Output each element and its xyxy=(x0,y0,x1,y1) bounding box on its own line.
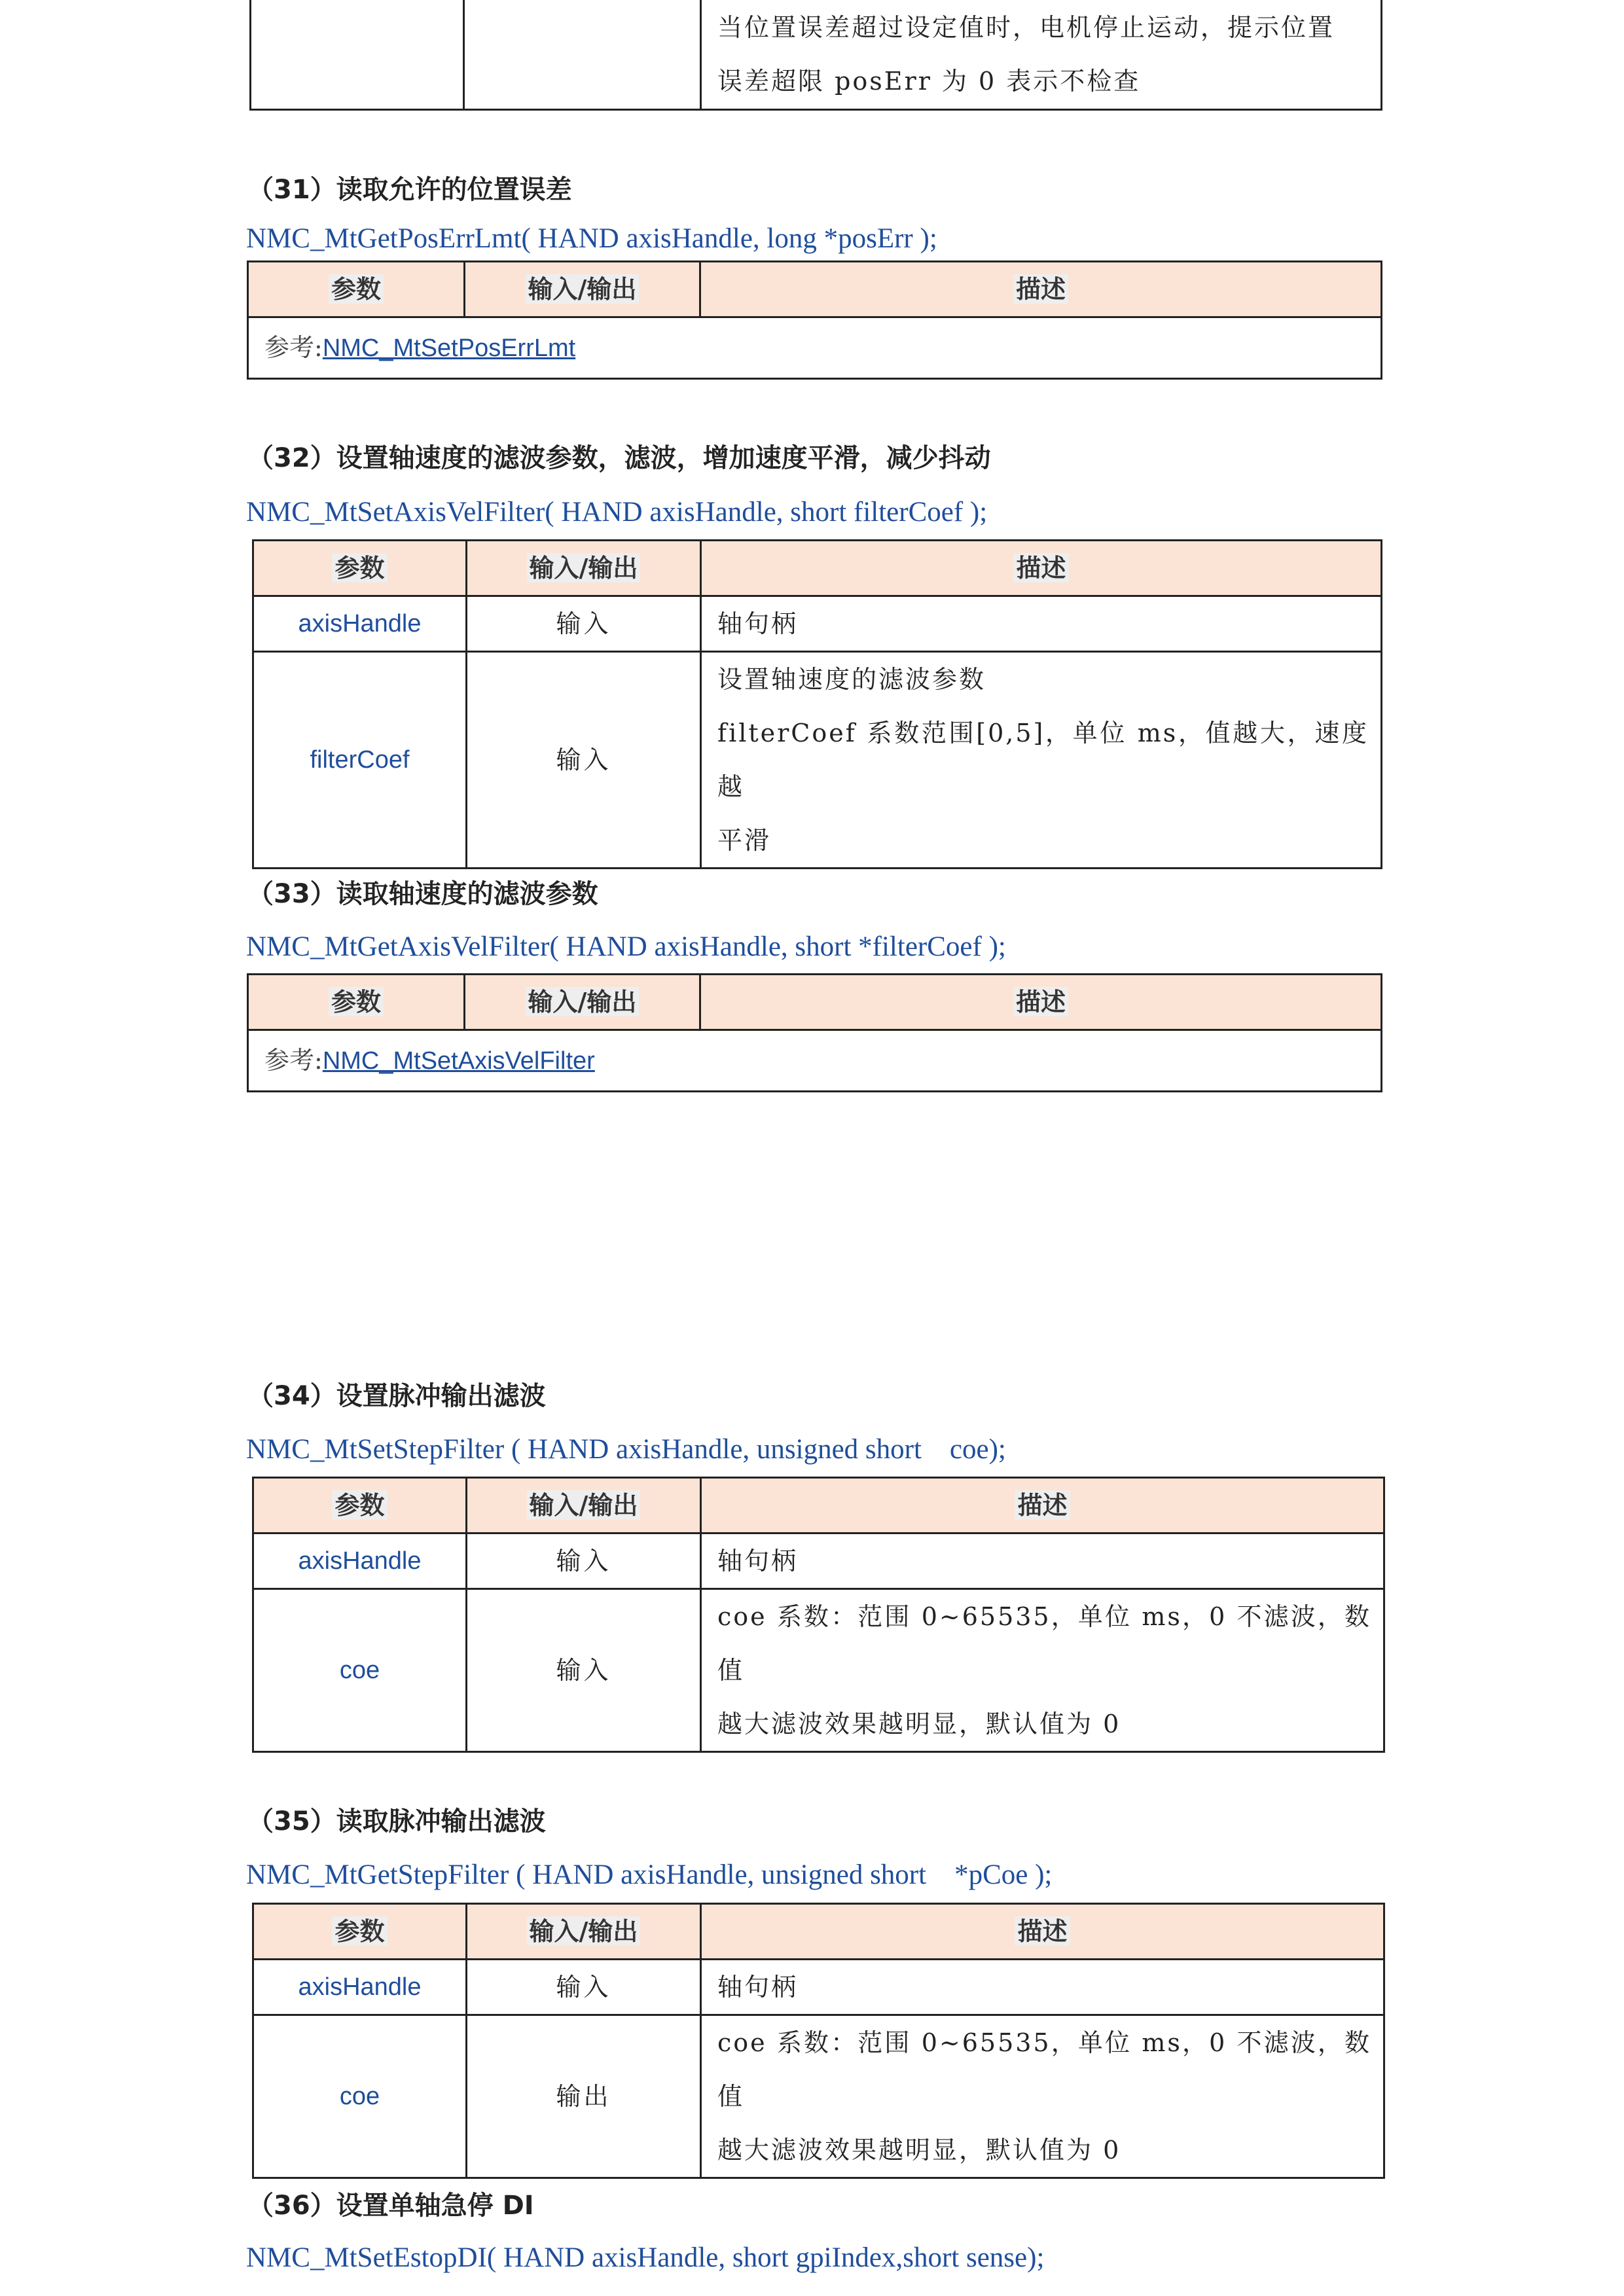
table-cell-desc xyxy=(701,0,1382,110)
header-io: 输入/输出 xyxy=(467,541,701,596)
section-heading: （35）读取脉冲输出滤波 xyxy=(247,1806,546,1837)
header-param: 参数 xyxy=(253,541,467,596)
param-desc xyxy=(701,1589,1384,1752)
reference-row xyxy=(248,317,1382,379)
param-name: axisHandle xyxy=(253,1534,467,1589)
param-io: 输入 xyxy=(467,1534,701,1589)
desc-line: 误差超限 posErr 为 0 表示不检查 xyxy=(717,66,1141,96)
top-fragment-table xyxy=(249,0,1382,111)
header-param: 参数 xyxy=(248,262,465,317)
param-table xyxy=(252,1477,1385,1753)
param-io: 输入 xyxy=(467,1589,701,1752)
desc-line: 当位置误差超过设定值时，电机停止运动，提示位置 xyxy=(717,12,1335,42)
param-table xyxy=(252,1903,1385,2179)
section-heading: （31）读取允许的位置误差 xyxy=(247,175,572,205)
param-desc xyxy=(701,652,1382,869)
param-table xyxy=(247,260,1382,380)
header-desc: 描述 xyxy=(700,975,1382,1030)
param-name: filterCoef xyxy=(253,652,467,869)
header-desc: 描述 xyxy=(701,1904,1384,1960)
desc-line: filterCoef 系数范围[0,5]，单位 ms，值越大，速度越 xyxy=(717,719,1369,801)
table-cell xyxy=(464,0,701,110)
param-name: axisHandle xyxy=(253,596,467,652)
reference-link[interactable]: NMC_MtSetPosErrLmt xyxy=(322,334,576,362)
section-heading: （34）设置脉冲输出滤波 xyxy=(247,1381,546,1411)
header-param: 参数 xyxy=(253,1478,467,1534)
param-table xyxy=(247,973,1382,1092)
header-desc: 描述 xyxy=(700,262,1382,317)
param-io: 输出 xyxy=(467,2015,701,2178)
param-io: 输入 xyxy=(467,652,701,869)
param-name: coe xyxy=(253,1589,467,1752)
param-desc: 轴句柄 xyxy=(701,1534,1384,1589)
header-param: 参数 xyxy=(253,1904,467,1960)
param-desc: 轴句柄 xyxy=(701,596,1382,652)
header-io: 输入/输出 xyxy=(467,1478,701,1534)
header-desc: 描述 xyxy=(701,541,1382,596)
function-signature: NMC_MtGetPosErrLmt( HAND axisHandle, long *posErr ); xyxy=(246,223,937,254)
function-signature: NMC_MtGetStepFilter ( HAND axisHandle, unsigned short *pCoe ); xyxy=(246,1859,1053,1890)
reference-prefix: 参考: xyxy=(264,333,323,362)
section-heading: （33）读取轴速度的滤波参数 xyxy=(247,879,598,909)
param-name: axisHandle xyxy=(253,1960,467,2015)
reference-link[interactable]: NMC_MtSetAxisVelFilter xyxy=(322,1047,595,1075)
function-signature: NMC_MtSetStepFilter ( HAND axisHandle, unsigned short coe); xyxy=(246,1434,1006,1465)
function-signature: NMC_MtGetAxisVelFilter( HAND axisHandle, short *filterCoef ); xyxy=(246,931,1006,962)
param-name: coe xyxy=(253,2015,467,2178)
desc-line: 越大滤波效果越明显，默认值为 0 xyxy=(717,2136,1121,2164)
param-io: 输入 xyxy=(467,1960,701,2015)
desc-line: 设置轴速度的滤波参数 xyxy=(717,665,986,694)
param-desc xyxy=(701,2015,1384,2178)
reference-prefix: 参考: xyxy=(264,1046,323,1075)
header-io: 输入/输出 xyxy=(467,1904,701,1960)
section-heading: （36）设置单轴急停 DI xyxy=(247,2191,534,2221)
table-cell xyxy=(251,0,464,110)
desc-line: coe 系数：范围 0~65535，单位 ms，0 不滤波，数值 xyxy=(717,1602,1371,1685)
reference-row xyxy=(248,1030,1382,1092)
header-io: 输入/输出 xyxy=(465,262,700,317)
param-table xyxy=(252,539,1382,869)
header-param: 参数 xyxy=(248,975,465,1030)
section-heading: （32）设置轴速度的滤波参数，滤波，增加速度平滑，减少抖动 xyxy=(247,443,991,473)
param-io: 输入 xyxy=(467,596,701,652)
header-desc: 描述 xyxy=(701,1478,1384,1534)
function-signature: NMC_MtSetEstopDI( HAND axisHandle, short gpiIndex,short sense); xyxy=(246,2242,1045,2273)
desc-line: 越大滤波效果越明显，默认值为 0 xyxy=(717,1710,1121,1738)
function-signature: NMC_MtSetAxisVelFilter( HAND axisHandle, short filterCoef ); xyxy=(246,497,988,528)
desc-line: 平滑 xyxy=(717,826,772,855)
desc-line: coe 系数：范围 0~65535，单位 ms，0 不滤波，数值 xyxy=(717,2028,1371,2111)
header-io: 输入/输出 xyxy=(465,975,700,1030)
param-desc: 轴句柄 xyxy=(701,1960,1384,2015)
